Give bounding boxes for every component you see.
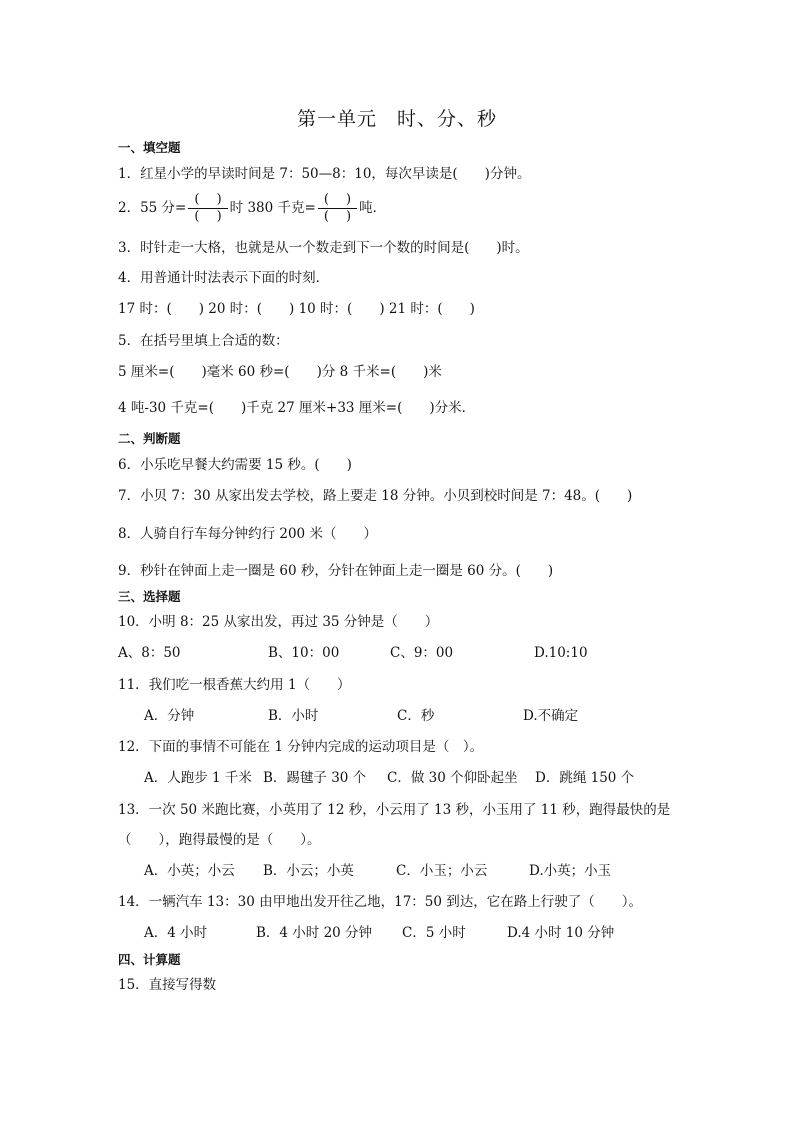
question-2-middle: 时 380 千克= [229,200,316,216]
question-10: 10．小明 8：25 从家出发，再过 35 分钟是（ ） [118,614,439,630]
question-2-suffix: 吨． [359,200,387,216]
question-11: 11．我们吃一根香蕉大约用 1（ ） [118,677,351,693]
question-10-option-d: D.10:10 [534,645,588,661]
question-10-option-a: A、8：50 [118,645,181,661]
question-11-option-d: D.不确定 [523,708,579,724]
question-14-option-c: C．5 小时 [402,925,466,941]
question-14: 14．一辆汽车 13：30 由甲地出发开往乙地，17：50 到达，它在路上行驶了（ ）。 [118,894,643,910]
section-heading-fill-in: 一、填空题 [118,140,181,155]
question-15: 15．直接写得数 [118,977,217,993]
question-13-option-a: A．小英；小云 [144,863,235,879]
question-12-option-b: B．踢毽子 30 个 [263,770,367,786]
page-title: 第一单元 时、分、秒 [296,108,497,130]
question-14-option-a: A．4 小时 [144,925,208,941]
question-8: 8．人骑自行车每分钟约行 200 米（ ） [118,526,377,542]
fraction-tons [318,192,357,225]
question-14-option-d: D.4 小时 10 分钟 [507,925,615,941]
section-heading-true-false: 二、判断题 [118,431,181,446]
question-12-option-c: C．做 30 个仰卧起坐 [387,770,518,786]
fraction-denominator: ( ) [194,209,222,224]
question-13-continued: （ ），跑得最慢的是（ ）。 [118,832,321,848]
question-13-option-b: B．小云；小英 [263,863,354,879]
question-9: 9．秒针在钟面上走一圈是 60 秒，分针在钟面上走一圈是 60 分。( ) [118,563,554,579]
question-13-option-c: C．小玉；小云 [396,863,488,879]
section-heading-multiple-choice: 三、选择题 [118,589,181,604]
question-6: 6．小乐吃早餐大约需要 15 秒。( ) [118,457,352,473]
question-7: 7．小贝 7：30 从家出发去学校，路上要走 18 分钟。小贝到校时间是 7：48。( ) [118,488,633,504]
question-13: 13．一次 50 米跑比赛，小英用了 12 秒，小云用了 13 秒，小玉用了 11 秒，跑得最快的是 [118,802,671,818]
question-12: 12．下面的事情不可能在 1 分钟内完成的运动项目是（ ）。 [118,739,484,755]
question-5-row-1: 5 厘米=( )毫米 60 秒=( )分 8 千米=( )米 [118,364,442,380]
section-heading-calculation: 四、计算题 [118,952,181,967]
question-10-option-b: B、10：00 [268,645,340,661]
fraction-hours [188,192,227,225]
fraction-denominator: ( ) [323,209,352,224]
question-2-prefix: 2．55 分= [118,200,187,216]
question-1: 1．红星小学的早读时间是 7：50—8：10，每次早读是( )分钟。 [118,166,531,182]
question-13-option-d: D.小英；小玉 [529,863,612,879]
question-10-option-c: C、9：00 [390,645,454,661]
question-5: 5．在括号里填上合适的数： [118,333,289,349]
question-2 [118,192,386,225]
question-3: 3．时针走一大格，也就是从一个数走到下一个数的时间是( )时。 [118,240,529,256]
question-14-option-b: B．4 小时 20 分钟 [256,925,373,941]
question-12-option-d: D．跳绳 150 个 [535,770,635,786]
question-12-option-a: A．人跑步 1 千米 [144,770,252,786]
question-11-option-a: A．分钟 [144,708,195,724]
question-5-row-2: 4 吨-30 千克=( )千克 27 厘米+33 厘米=( )分米． [118,400,476,416]
question-4-blanks: 17 时：( ) 20 时：( ) 10 时：( ) 21 时：( ) [118,301,475,317]
fraction-numerator: ( ) [323,192,352,207]
fraction-numerator: ( ) [194,192,222,207]
question-11-option-c: C．秒 [397,708,435,724]
question-4: 4．用普通计时法表示下面的时刻． [118,270,330,286]
question-11-option-b: B．小时 [268,708,319,724]
